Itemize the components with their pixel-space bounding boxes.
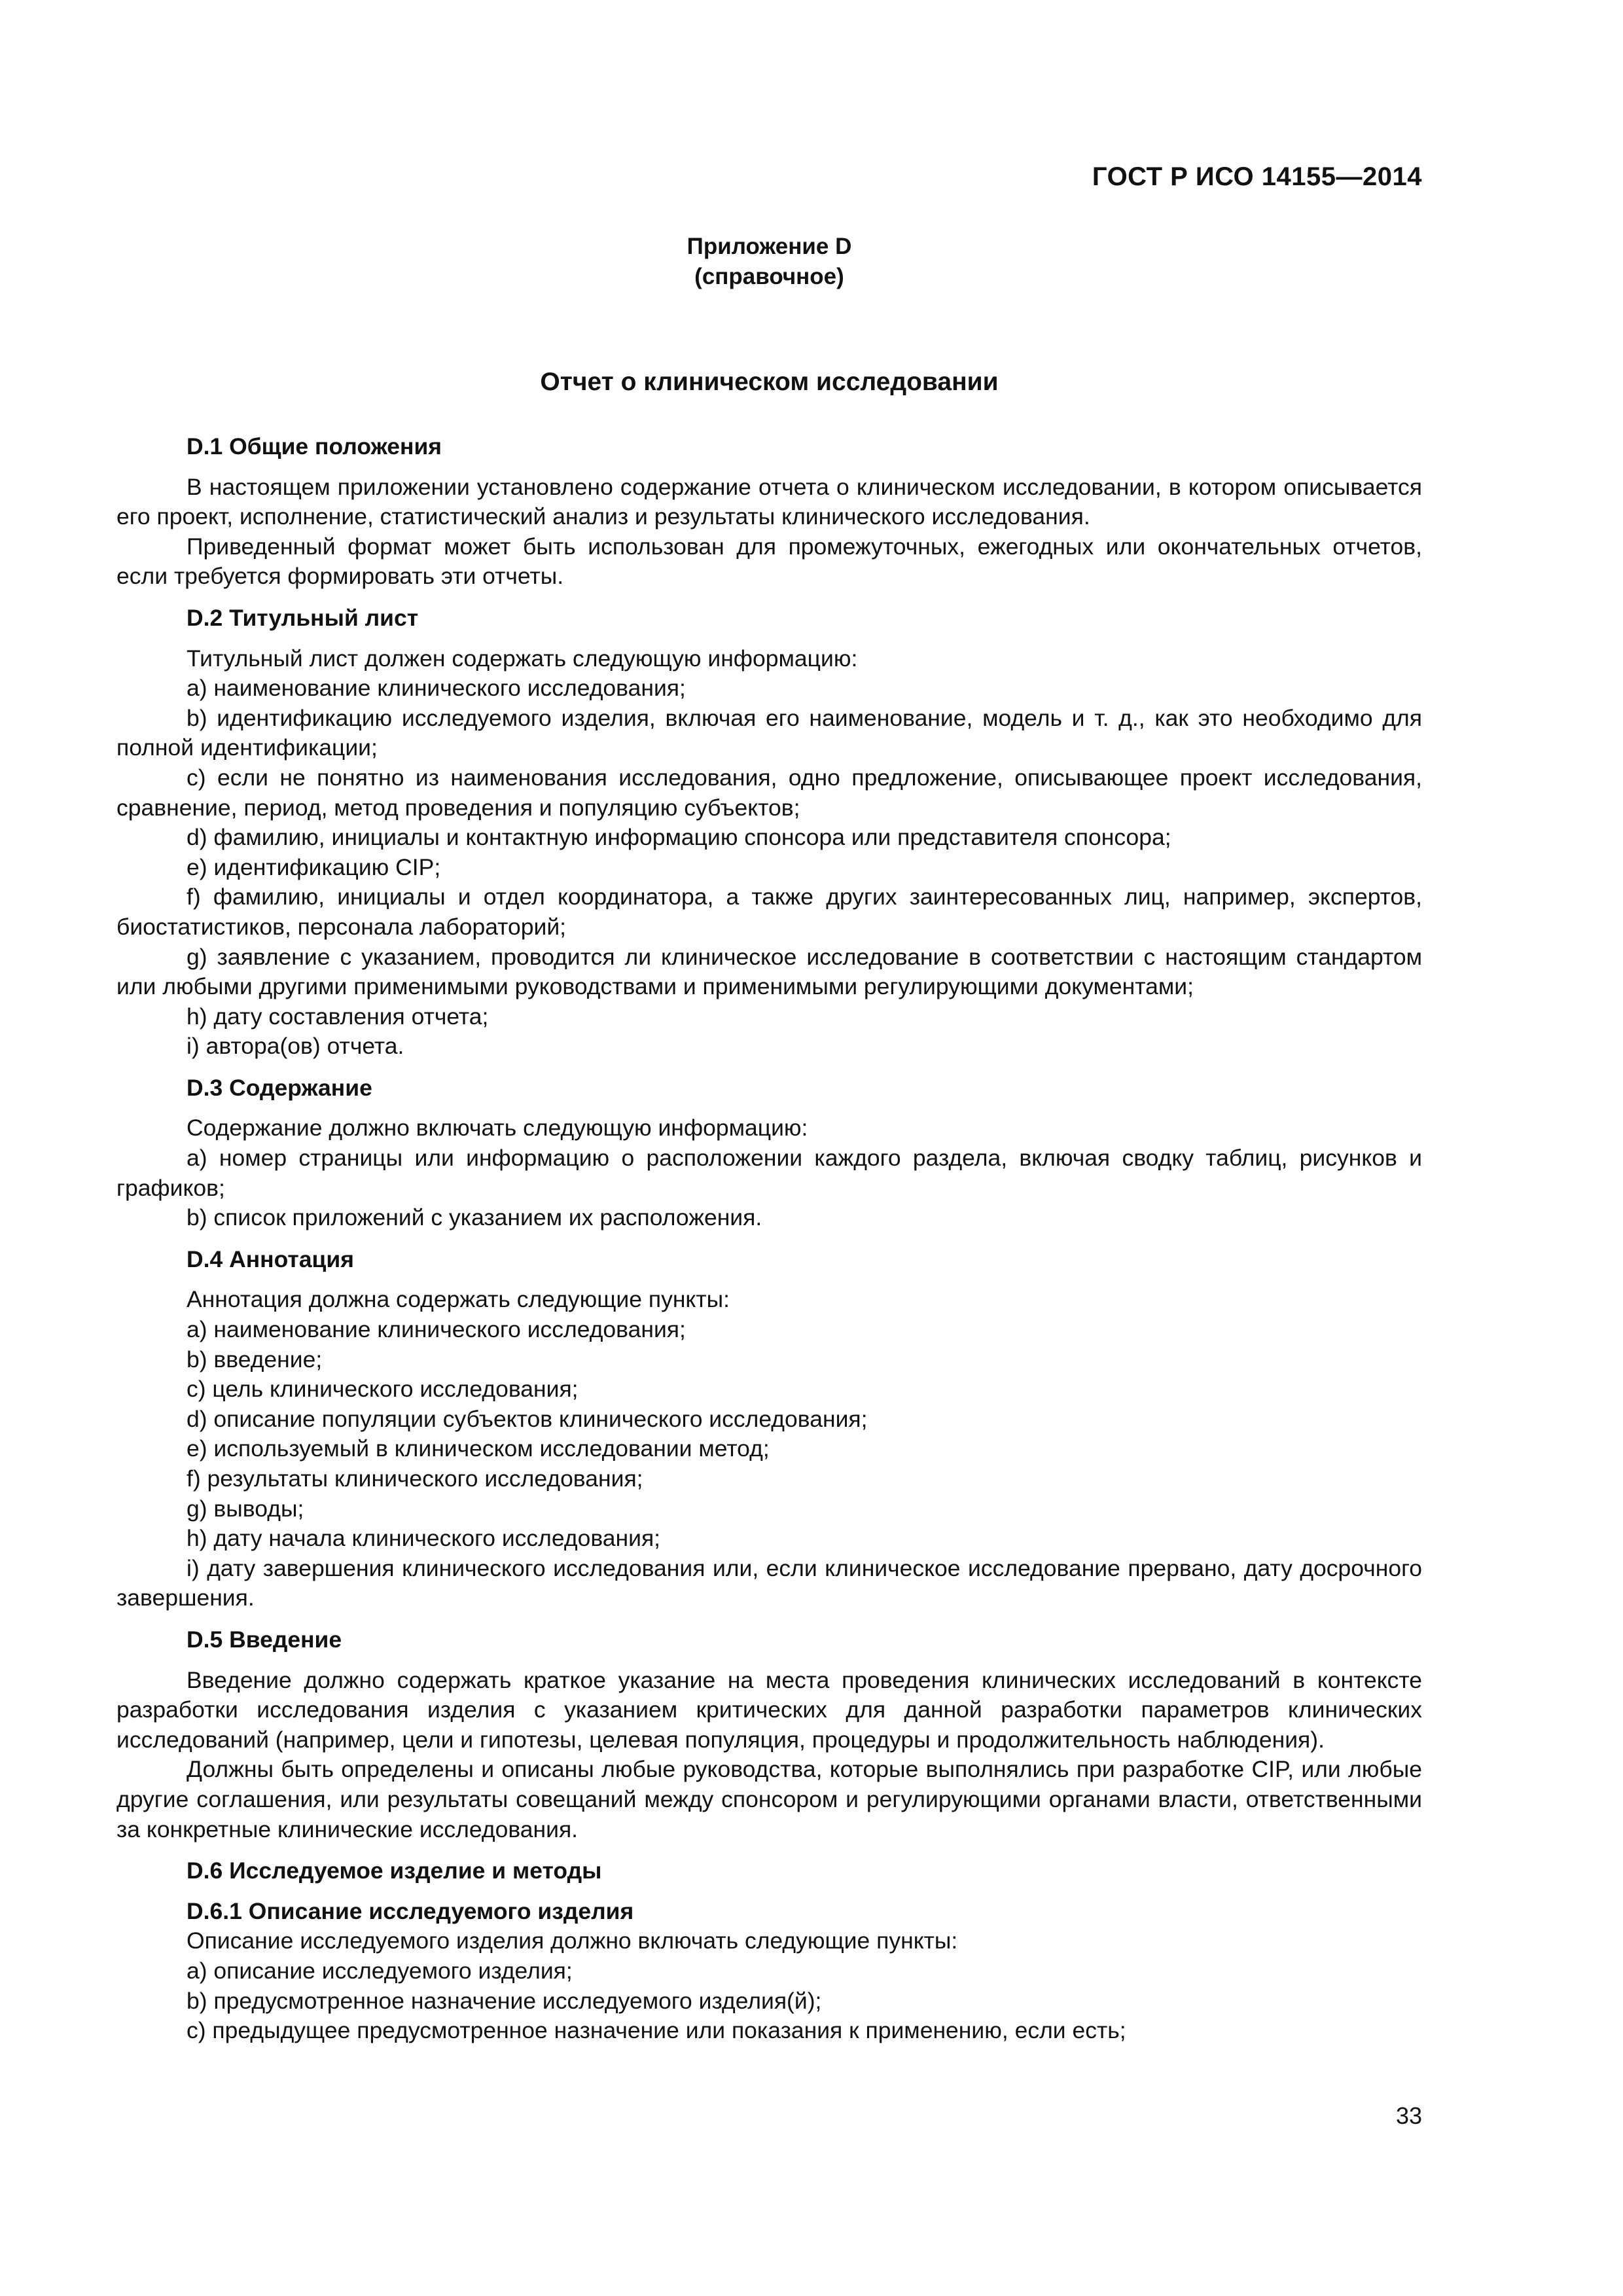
appendix-heading: [116, 232, 1422, 292]
list-item: f) результаты клинического исследования;: [187, 1465, 643, 1492]
paragraph: Должны быть определены и описаны любые руководства, которые выполнялись при разработке CIP, или любые другие соглашения, или результаты совещаний между спонсором и регулирующими органами власти, ответственными за конкретные клинические исследования.: [116, 1756, 1422, 1842]
page-number: 33: [1395, 2102, 1422, 2129]
list-item: e) идентификацию CIP;: [187, 853, 441, 880]
section-heading-d2: D.2 Титульный лист: [187, 604, 419, 631]
subsection-heading-d6-1: D.6.1 Описание исследуемого изделия: [187, 1897, 634, 1924]
list-item: i) автора(ов) отчета.: [187, 1033, 404, 1060]
list-item: c) если не понятно из наименования исследования, одно предложение, описывающее проект исследования, сравнение, период, метод проведения и популяцию субъектов;: [116, 764, 1422, 821]
list-item: g) выводы;: [187, 1495, 304, 1522]
list-item: b) идентификацию исследуемого изделия, включая его наименование, модель и т. д., как это необходимо для полной идентификации;: [116, 704, 1422, 761]
section-heading-d6: D.6 Исследуемое изделие и методы: [187, 1857, 602, 1884]
list-item: h) дату начала клинического исследования;: [187, 1525, 661, 1552]
list-item: g) заявление с указанием, проводится ли клиническое исследование в соответствии с настоящим стандартом или любыми другими применимыми руководствами и применимыми регулирующими документами;: [116, 943, 1422, 1000]
appendix-note: (справочное): [694, 264, 844, 289]
appendix-title: Приложение D: [687, 234, 852, 259]
list-item: b) список приложений с указанием их расположения.: [187, 1204, 762, 1231]
list-item: h) дату составления отчета;: [187, 1003, 489, 1030]
list-item: a) наименование клинического исследования;: [187, 1316, 686, 1343]
list-item: b) предусмотренное назначение исследуемого изделия(й);: [187, 1987, 822, 2014]
paragraph: Содержание должно включать следующую информацию:: [187, 1115, 808, 1141]
list-item: d) описание популяции субъектов клинического исследования;: [187, 1405, 868, 1432]
paragraph: Приведенный формат может быть использован для промежуточных, ежегодных или окончательных отчетов, если требуется формировать эти отчеты.: [116, 533, 1422, 590]
paragraph: Описание исследуемого изделия должно включать следующие пункты:: [187, 1928, 958, 1954]
list-item: f) фамилию, инициалы и отдел координатора, а также других заинтересованных лиц, например, экспертов, биостатистиков, персонала лабораторий;: [116, 884, 1422, 940]
section-heading-d3: D.3 Содержание: [187, 1074, 372, 1101]
list-item: e) используемый в клиническом исследовании метод;: [187, 1435, 770, 1462]
paragraph: В настоящем приложении установлено содержание отчета о клиническом исследовании, в котором описывается его проект, исполнение, статистический анализ и результаты клинического исследования.: [116, 473, 1422, 530]
list-item: a) номер страницы или информацию о расположении каждого раздела, включая сводку таблиц, рисунков и графиков;: [116, 1145, 1422, 1201]
list-item: b) введение;: [187, 1346, 323, 1372]
list-item: c) предыдущее предусмотренное назначение или показания к применению, если есть;: [187, 2017, 1126, 2044]
section-heading-d5: D.5 Введение: [187, 1626, 342, 1653]
list-item: i) дату завершения клинического исследования или, если клиническое исследование прервано, дату досрочного завершения.: [116, 1554, 1422, 1611]
list-item: d) фамилию, инициалы и контактную информацию спонсора или представителя спонсора;: [187, 824, 1171, 851]
document-body: [116, 432, 1422, 2046]
list-item: a) описание исследуемого изделия;: [187, 1957, 573, 1984]
section-heading-d4: D.4 Аннотация: [187, 1246, 354, 1272]
paragraph: Титульный лист должен содержать следующую информацию:: [187, 645, 858, 672]
paragraph: Введение должно содержать краткое указание на места проведения клинических исследований в контексте разработки исследования изделия с указанием критических для данной разработки параметров клинических исследований (например, цели и гипотезы, целевая популяция, процедуры и продолжительность наблюдения).: [116, 1666, 1422, 1753]
paragraph: Аннотация должна содержать следующие пункты:: [187, 1286, 730, 1313]
list-item: c) цель клинического исследования;: [187, 1376, 579, 1403]
document-page: [116, 0, 1422, 2296]
section-heading-d1: D.1 Общие положения: [187, 433, 442, 459]
document-title: Отчет о клиническом исследовании: [540, 368, 999, 396]
standard-code: ГОСТ Р ИСО 14155—2014: [1092, 162, 1422, 191]
list-item: a) наименование клинического исследования;: [187, 675, 686, 702]
